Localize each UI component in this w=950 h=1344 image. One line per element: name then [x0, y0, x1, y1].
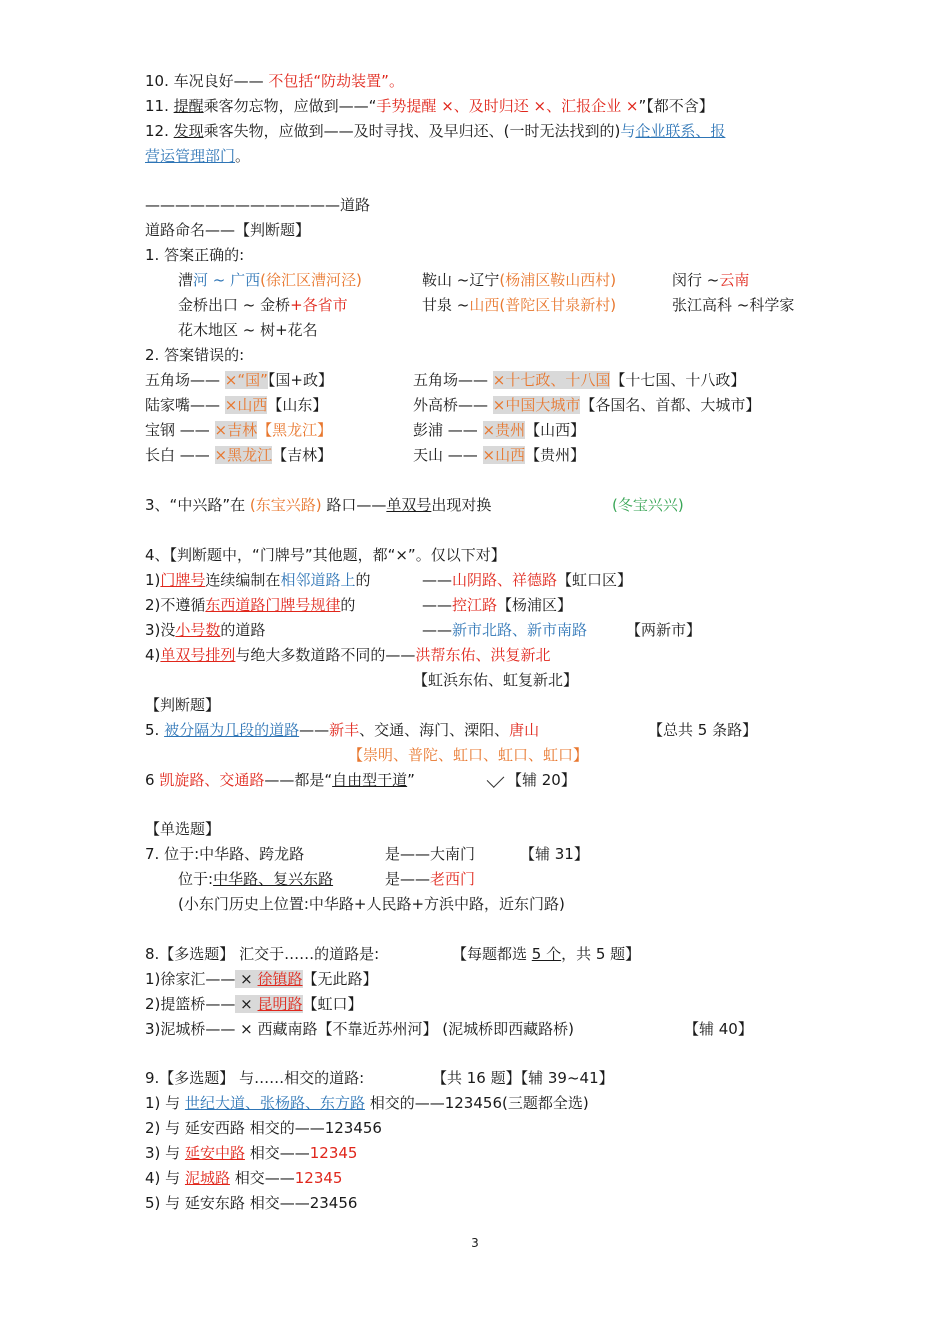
wrong-row-right: 天山 —— ×山西【贵州】 — [413, 446, 586, 464]
question-5-note: 【崇明、普陀、虹口、虹口、虹口】 — [348, 746, 589, 764]
item-12: 12. 发现乘客失物，应做到——及时寻找、及早归还、(一时无法找到的)与企业联系、报 — [145, 122, 726, 140]
wrong-row-right: 彭浦 —— ×贵州【山西】 — [413, 421, 586, 439]
wrong-row-left: 长白 —— ×黑龙江【吉林】 — [145, 446, 333, 464]
question-4-item-1: 1)门牌号连续编制在相邻道路上的 — [145, 571, 371, 589]
question-4-item-4: 4)单双号排列与绝大多数道路不同的——洪帮东佑、洪复新北 — [145, 646, 551, 664]
question-4-item-1-answer: ——山阴路、祥德路【虹口区】 — [422, 571, 633, 589]
naming-heading: 道路命名——【判断题】 — [145, 221, 311, 239]
question-3-note: (冬宝兴兴) — [612, 496, 684, 514]
wrong-row-left: 陆家嘴—— ×山西【山东】 — [145, 396, 328, 414]
section-title: —————————————道路 — [145, 196, 371, 214]
question-4-item-2-answer: ——控江路【杨浦区】 — [422, 596, 573, 614]
correct-row-1b: 鞍山 ~辽宁(杨浦区鞍山西村) — [422, 271, 617, 289]
question-8-item-2: 2)提篮桥—— × 昆明路【虹口】 — [145, 995, 363, 1013]
question-9-item-4: 4) 与 泥城路 相交——12345 — [145, 1169, 343, 1187]
correct-row-1a: 漕河 ~ 广西(徐汇区漕河泾) — [178, 271, 362, 289]
question-5: 5. 被分隔为几段的道路——新丰、交通、海门、溧阳、唐山 — [145, 721, 540, 739]
question-7-c: 【辅 31】 — [520, 845, 589, 863]
question-8-note: 【每题都选 5 个，共 5 题】 — [452, 945, 641, 963]
wrong-row-left: 五角场—— ×“国”【国+政】 — [145, 371, 333, 389]
question-4-item-3-answer: ——新市北路、新市南路 — [422, 621, 588, 639]
question-8-item-3-ref: 【辅 40】 — [684, 1020, 753, 1038]
correct-row-3: 花木地区 ~ 树+花名 — [178, 321, 318, 339]
question-4-item-3-note: 【两新市】 — [626, 621, 702, 639]
question-8-heading: 8.【多选题】 汇交于……的道路是: — [145, 945, 380, 963]
single-heading: 【单选题】 — [145, 820, 221, 838]
item-12-cont: 营运管理部门。 — [145, 147, 251, 165]
question-4-item-4-note: 【虹浜东佑、虹复新北】 — [413, 671, 579, 689]
question-7-line-2: 位于:中华路、复兴东路 — [178, 870, 334, 888]
question-6-mark: 【辅 20】 — [484, 770, 576, 790]
question-9-item-5: 5) 与 延安东路 相交——23456 — [145, 1194, 358, 1212]
question-6: 6 凯旋路、交通路——都是“自由型干道” — [145, 771, 415, 789]
question-9-item-1: 1) 与 世纪大道、张杨路、东方路 相交的——123456(三题都全选) — [145, 1094, 589, 1112]
page-number: 3 — [471, 1236, 479, 1250]
question-3: 3、“中兴路”在 (东宝兴路) 路口——单双号出现对换 — [145, 496, 492, 514]
question-7-a: 7. 位于:中华路、跨龙路 — [145, 845, 305, 863]
question-8-item-1: 1)徐家汇—— × 徐镇路【无此路】 — [145, 970, 378, 988]
question-4-item-2: 2)不遵循东西道路门牌号规律的 — [145, 596, 356, 614]
question-9-note: 【共 16 题】【辅 39~41】 — [432, 1069, 614, 1087]
wrong-row-left: 宝钢 —— ×吉林【黑龙江】 — [145, 421, 333, 439]
question-5-total: 【总共 5 条路】 — [648, 721, 758, 739]
item-11: 11. 提醒乘客勿忘物，应做到——“手势提醒 ×、及时归还 ×、汇报企业 ×”【都不含】 — [145, 97, 714, 115]
checkmark-icon — [487, 770, 505, 788]
question-9-heading: 9.【多选题】 与……相交的道路: — [145, 1069, 365, 1087]
question-4-item-3: 3)没小号数的道路 — [145, 621, 266, 639]
correct-row-2a: 金桥出口 ~ 金桥+各省市 — [178, 296, 348, 314]
question-8-item-3: 3)泥城桥—— × 西藏南路【不靠近苏州河】 (泥城桥即西藏路桥) — [145, 1020, 574, 1038]
correct-row-2c: 张江高科 ~科学家 — [672, 296, 795, 314]
question-7-b: 是——大南门 — [385, 845, 476, 863]
correct-row-1c: 闵行 ~云南 — [672, 271, 750, 289]
question-7-answer: 是——老西门 — [385, 870, 476, 888]
correct-row-2b: 甘泉 ~山西(普陀区甘泉新村) — [422, 296, 617, 314]
judge-heading: 【判断题】 — [145, 696, 221, 714]
correct-heading: 1. 答案正确的: — [145, 246, 245, 264]
wrong-heading: 2. 答案错误的: — [145, 346, 245, 364]
question-4-heading: 4、【判断题中，“门牌号”其他题，都“×”。仅以下对】 — [145, 546, 506, 564]
question-9-item-2: 2) 与 延安西路 相交的——123456 — [145, 1119, 382, 1137]
wrong-row-right: 五角场—— ×十七政、十八国【十七国、十八政】 — [413, 371, 746, 389]
question-7-note: (小东门历史上位置:中华路+人民路+方浜中路，近东门路) — [178, 895, 565, 913]
item-10: 10. 车况良好—— 不包括“防劫装置”。 — [145, 72, 404, 90]
wrong-row-right: 外高桥—— ×中国大城市【各国名、首都、大城市】 — [413, 396, 761, 414]
question-9-item-3: 3) 与 延安中路 相交——12345 — [145, 1144, 358, 1162]
